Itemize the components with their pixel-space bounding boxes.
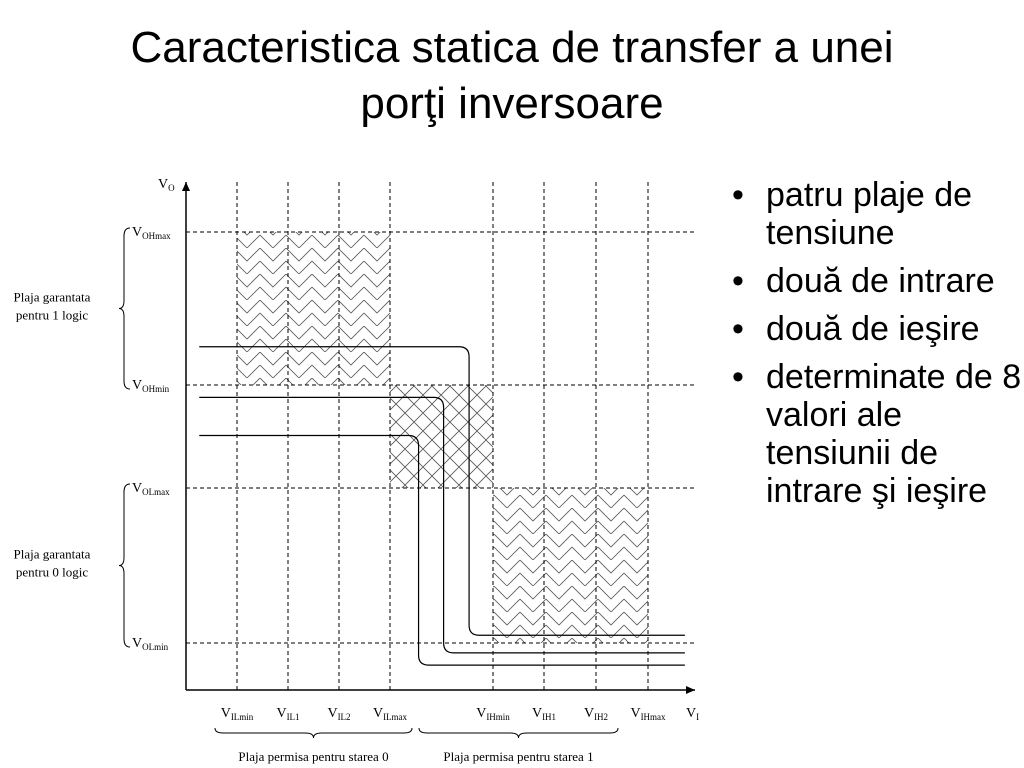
- y-range-brace: [119, 228, 130, 389]
- bullet-item: • patru plaje de tensiune: [732, 176, 973, 252]
- y-tick-label: $V_{OHmin}$: [132, 378, 170, 394]
- bullet-text: două de ieşire: [766, 310, 980, 348]
- hatch-high-output-region: [237, 232, 390, 385]
- hatch-low-output-region: [493, 488, 648, 643]
- y-range-brace: [119, 484, 130, 647]
- x-axis-label: $V_I$: [686, 706, 700, 722]
- slide-title: [0, 20, 1024, 132]
- x-tick-label: $V_{ILmin}$: [220, 706, 254, 722]
- y-range-label: Plaja garantata: [13, 289, 91, 305]
- x-range-brace: [419, 728, 618, 738]
- hatched-regions: [237, 232, 648, 643]
- y-range-label: pentru 1 logic: [15, 307, 89, 323]
- x-tick-label: $V_{ILmax}$: [372, 706, 408, 722]
- x-tick-label: $V_{IH2}$: [583, 706, 609, 722]
- y-tick-label: $V_{OLmin}$: [132, 636, 169, 652]
- x-tick-label: $V_{IHmin}$: [476, 706, 510, 722]
- y-axis-label: $V_O$: [158, 177, 175, 193]
- bullet-text: determinate de 8 valori ale tensiunii de intrare şi ieşire: [766, 358, 1022, 510]
- x-range-label: Plaja permisa pentru starea 1: [443, 749, 594, 764]
- y-range-label: Plaja garantata: [13, 546, 91, 562]
- x-tick-label: $V_{IL1}$: [276, 706, 300, 722]
- x-range-label: Plaja permisa pentru starea 0: [238, 749, 389, 764]
- bullet-item: • două de ieşire: [732, 310, 980, 348]
- bullet-text: patru plaje de tensiune: [766, 176, 973, 252]
- y-tick-label: $V_{OHmax}$: [132, 225, 171, 241]
- x-tick-label: $V_{IL2}$: [327, 706, 351, 722]
- transfer-characteristic-diagram: [0, 170, 710, 768]
- bullet-item: • două de intrare: [732, 262, 995, 300]
- title-line-2: porţi inversoare: [360, 79, 664, 128]
- bullet-item: • determinate de 8 valori ale tensiunii de intrare şi ieşire: [732, 358, 1022, 510]
- bullet-list: [712, 176, 1022, 520]
- x-tick-label: $V_{IHmax}$: [630, 706, 666, 722]
- y-range-label: pentru 0 logic: [15, 564, 89, 580]
- title-line-1: Caracteristica statica de transfer a unei: [130, 23, 894, 72]
- y-tick-label: $V_{OLmax}$: [132, 481, 170, 497]
- x-axis-arrow: [686, 686, 695, 694]
- x-range-brace: [215, 728, 412, 738]
- y-axis-arrow: [182, 182, 190, 191]
- bullet-text: două de intrare: [766, 262, 995, 300]
- x-tick-label: $V_{IH1}$: [531, 706, 557, 722]
